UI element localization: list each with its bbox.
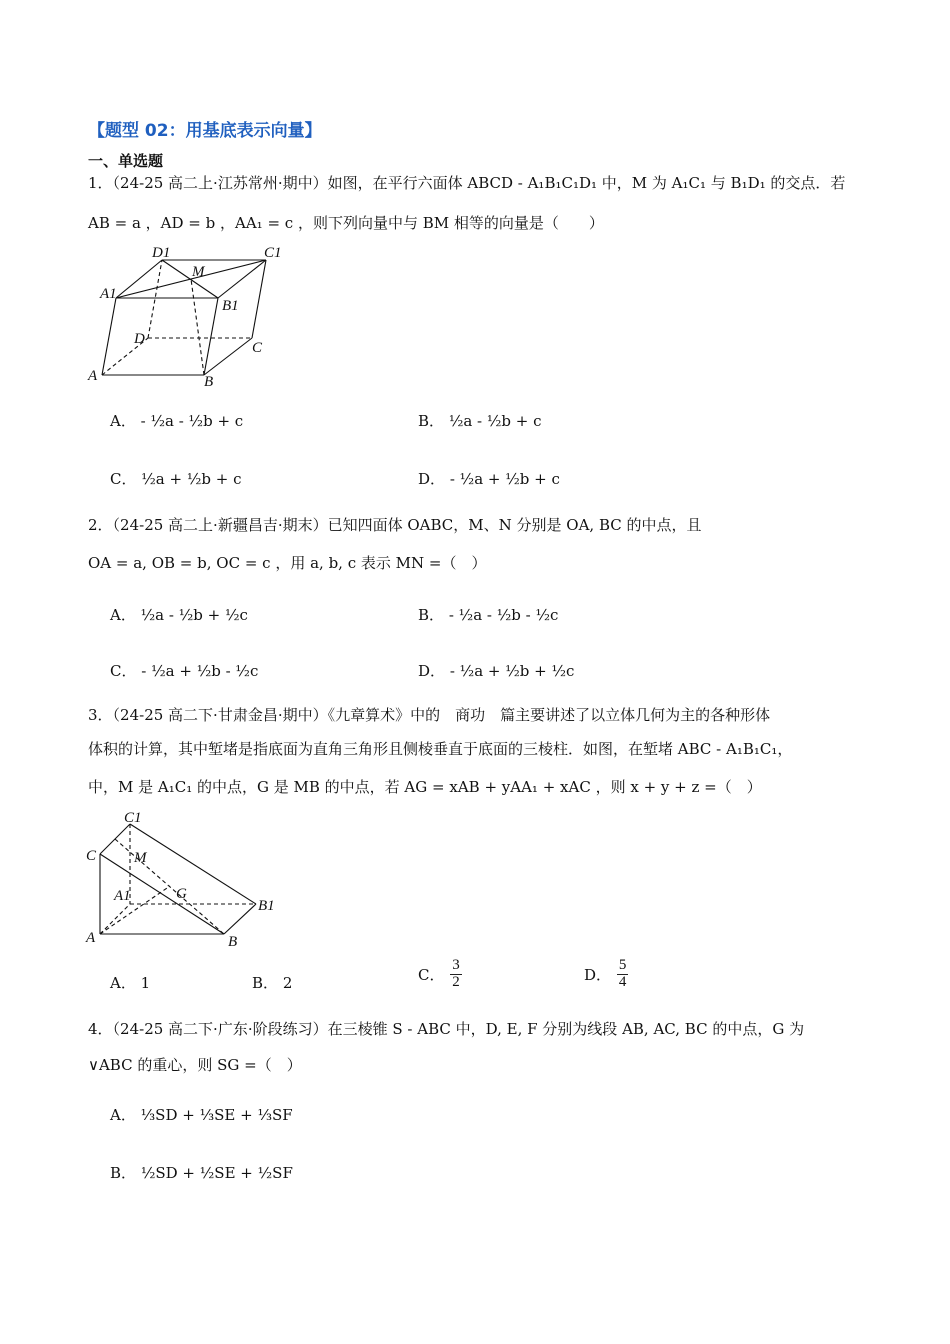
q3-line1: 3．（24-25 高二下·甘肃金昌·期中）《九章算术》中的 商功 篇主要讲述了以立体几何为主的各种形体 bbox=[88, 706, 771, 724]
option-fraction: $\frac{3}{2}$ bbox=[452, 957, 460, 990]
option-label: D． bbox=[418, 662, 446, 680]
option-expr: - ½a + ½b + c bbox=[449, 470, 560, 488]
label-B: B bbox=[204, 374, 214, 390]
option-label: D． bbox=[418, 470, 446, 488]
label-C: C bbox=[86, 848, 97, 864]
label-B1: B1 bbox=[258, 898, 275, 914]
q3-option-a[interactable] bbox=[110, 972, 150, 993]
option-label: D． bbox=[584, 965, 612, 984]
q1-figure-parallelepiped bbox=[84, 240, 294, 390]
option-expr: 1 bbox=[140, 974, 151, 992]
option-label: A． bbox=[110, 606, 136, 624]
label-C1: C1 bbox=[124, 810, 142, 826]
option-label: B． bbox=[110, 1164, 137, 1182]
label-C: C bbox=[252, 340, 263, 356]
option-expr: - ½a - ½b + c bbox=[140, 412, 244, 430]
q3-line2: 体积的计算，其中堑堵是指底面为直角三角形且侧棱垂直于底面的三棱柱．如图，在堑堵 ABC - A₁B₁C₁， bbox=[88, 740, 793, 758]
q3-figure-prism bbox=[84, 810, 284, 950]
label-D1: D1 bbox=[152, 245, 171, 261]
option-fraction: $\frac{5}{4}$ bbox=[618, 957, 627, 990]
q4-line2: ∨ABC 的重心，则 SG =（ ） bbox=[88, 1056, 302, 1074]
option-label: A． bbox=[110, 974, 136, 992]
option-label: C． bbox=[418, 965, 445, 984]
option-expr: 2 bbox=[282, 974, 293, 992]
option-expr: ½a + ½b + c bbox=[141, 470, 242, 488]
q4-line1: 4．（24-25 高二下·广东·阶段练习）在三棱锥 S - ABC 中，D, E, F 分别为线段 AB, AC, BC 的中点，G 为 bbox=[88, 1020, 805, 1038]
q3-option-c[interactable] bbox=[418, 958, 463, 991]
q2-line2: OA = a, OB = b, OC = c ，用 a, b, c 表示 MN =（ ） bbox=[88, 554, 487, 572]
q1-option-c[interactable] bbox=[110, 468, 242, 489]
label-A1: A1 bbox=[100, 286, 117, 302]
label-M: M bbox=[134, 850, 147, 866]
section-title: 【题型 02：用基底表示向量】 bbox=[88, 121, 322, 141]
q3-option-d[interactable] bbox=[584, 958, 629, 991]
label-B1: B1 bbox=[222, 298, 239, 314]
label-G: G bbox=[176, 886, 187, 902]
option-label: B． bbox=[252, 974, 279, 992]
q2-line1: 2．（24-25 高二上·新疆昌吉·期末）已知四面体 OABC，M、N 分别是 OA, BC 的中点，且 bbox=[88, 516, 702, 534]
q1-line2: AB = a ，AD = b ，AA₁ = c ，则下列向量中与 BM 相等的向量是（ ） bbox=[88, 214, 604, 232]
label-B: B bbox=[228, 934, 238, 950]
option-expr: - ½a - ½b - ½c bbox=[448, 606, 559, 624]
q1-line1: 1．（24-25 高二上·江苏常州·期中）如图，在平行六面体 ABCD - A₁B₁C₁D₁ 中，M 为 A₁C₁ 与 B₁D₁ 的交点．若 bbox=[88, 174, 846, 192]
q1-option-a[interactable] bbox=[110, 410, 243, 431]
label-M: M bbox=[192, 264, 205, 280]
q2-option-d[interactable] bbox=[418, 660, 574, 681]
option-expr: ⅓SD + ⅓SE + ⅓SF bbox=[140, 1106, 293, 1124]
option-label: B． bbox=[418, 412, 445, 430]
option-expr: ½a - ½b + c bbox=[448, 412, 542, 430]
option-label: A． bbox=[110, 412, 136, 430]
q1-option-b[interactable] bbox=[418, 410, 542, 431]
q2-option-c[interactable] bbox=[110, 660, 258, 681]
q1-option-d[interactable] bbox=[418, 468, 560, 489]
option-label: A． bbox=[110, 1106, 136, 1124]
q2-option-a[interactable] bbox=[110, 604, 248, 625]
label-A: A bbox=[88, 368, 98, 384]
option-label: C． bbox=[110, 662, 137, 680]
option-expr: ½a - ½b + ½c bbox=[140, 606, 248, 624]
q2-option-b[interactable] bbox=[418, 604, 558, 625]
q3-line3: 中，M 是 A₁C₁ 的中点，G 是 MB 的中点，若 AG = xAB + yAA₁ + xAC ，则 x + y + z =（ ） bbox=[88, 778, 762, 796]
option-expr: - ½a + ½b - ½c bbox=[141, 662, 259, 680]
option-expr: ½SD + ½SE + ½SF bbox=[140, 1164, 293, 1182]
option-label: C． bbox=[110, 470, 137, 488]
label-A: A bbox=[86, 930, 96, 946]
label-D: D bbox=[134, 331, 145, 347]
q4-option-a[interactable] bbox=[110, 1104, 293, 1125]
label-A1: A1 bbox=[114, 888, 131, 904]
label-C1: C1 bbox=[264, 245, 282, 261]
option-expr: - ½a + ½b + ½c bbox=[449, 662, 575, 680]
option-label: B． bbox=[418, 606, 445, 624]
q4-option-b[interactable] bbox=[110, 1162, 293, 1183]
sub-title: 一、单选题 bbox=[88, 152, 164, 170]
q3-option-b[interactable] bbox=[252, 972, 292, 993]
